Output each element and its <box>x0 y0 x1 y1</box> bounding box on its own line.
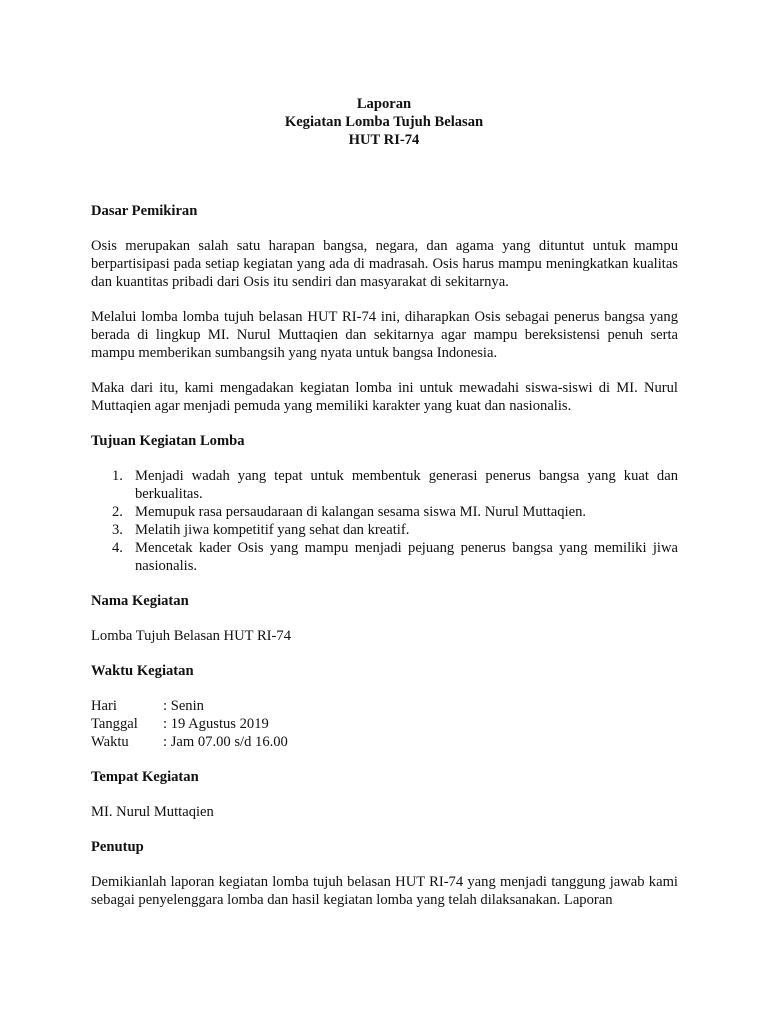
title-line-3: HUT RI-74 <box>348 132 420 148</box>
paragraph-dasar-2: Melalui lomba lomba tujuh belasan HUT RI-74 ini, diharapkan Osis sebagai penerus bangsa yang berada di lingkup MI. Nurul Muttaqien dan sekitarnya agar mampu bereksistensi penuh serta mampu memberikan sumbangsih yang nyata untuk bangsa Indonesia. <box>91 309 678 361</box>
list-item <box>91 539 678 575</box>
report-body <box>91 202 678 909</box>
list-item-text: Mencetak kader Osis yang mampu menjadi pejuang penerus bangsa yang memiliki jiwa nasionalis. <box>135 540 678 574</box>
title-line-1: Laporan <box>356 96 412 112</box>
list-item-text: Menjadi wadah yang tepat untuk membentuk generasi penerus bangsa yang kuat dan berkualitas. <box>135 468 678 502</box>
paragraph-dasar-1: Osis merupakan salah satu harapan bangsa, negara, dan agama yang dituntut untuk mampu berpartisipasi pada setiap kegiatan yang ada di madrasah. Osis harus mampu meningkatkan kualitas dan kuantitas pribadi dari Osis itu sendiri dan masyarakat di sekitarnya. <box>91 238 678 290</box>
report-title <box>0 95 768 149</box>
heading-penutup: Penutup <box>91 839 144 855</box>
schedule-value: : Senin <box>163 698 204 714</box>
heading-tujuan: Tujuan Kegiatan Lomba <box>91 433 245 449</box>
list-item-number: 1. <box>112 468 123 484</box>
schedule-row <box>91 733 678 751</box>
list-item-number: 4. <box>112 540 123 556</box>
paragraph-penutup: Demikianlah laporan kegiatan lomba tujuh belasan HUT RI-74 yang menjadi tanggung jawab kami sebagai penyelenggara lomba dan hasil kegiatan lomba yang telah dilaksanakan. Laporan <box>91 874 678 908</box>
list-item-number: 3. <box>112 522 123 538</box>
schedule-value: : Jam 07.00 s/d 16.00 <box>163 734 288 750</box>
list-item-text: Melatih jiwa kompetitif yang sehat dan kreatif. <box>135 522 410 538</box>
list-item <box>91 503 678 521</box>
schedule-label: Hari <box>91 698 117 714</box>
schedule-row <box>91 697 678 715</box>
heading-nama-kegiatan: Nama Kegiatan <box>91 593 189 609</box>
list-item-text: Memupuk rasa persaudaraan di kalangan sesama siswa MI. Nurul Muttaqien. <box>135 504 587 520</box>
list-item <box>91 521 678 539</box>
schedule-label: Waktu <box>91 734 129 750</box>
tempat-kegiatan-value: MI. Nurul Muttaqien <box>91 804 214 820</box>
heading-waktu-kegiatan: Waktu Kegiatan <box>91 663 194 679</box>
list-item-number: 2. <box>112 504 123 520</box>
schedule-value: : 19 Agustus 2019 <box>163 716 269 732</box>
nama-kegiatan-value: Lomba Tujuh Belasan HUT RI-74 <box>91 628 291 644</box>
tujuan-list <box>91 467 678 575</box>
title-line-2: Kegiatan Lomba Tujuh Belasan <box>284 114 484 130</box>
paragraph-dasar-3: Maka dari itu, kami mengadakan kegiatan lomba ini untuk mewadahi siswa-siswi di MI. Nurul Muttaqien agar menjadi pemuda yang memiliki karakter yang kuat dan nasionalis. <box>91 380 678 414</box>
heading-dasar-pemikiran: Dasar Pemikiran <box>91 203 198 219</box>
schedule-label: Tanggal <box>91 716 138 732</box>
schedule-row <box>91 715 678 733</box>
schedule-table <box>91 697 678 751</box>
heading-tempat-kegiatan: Tempat Kegiatan <box>91 769 199 785</box>
list-item <box>91 467 678 503</box>
